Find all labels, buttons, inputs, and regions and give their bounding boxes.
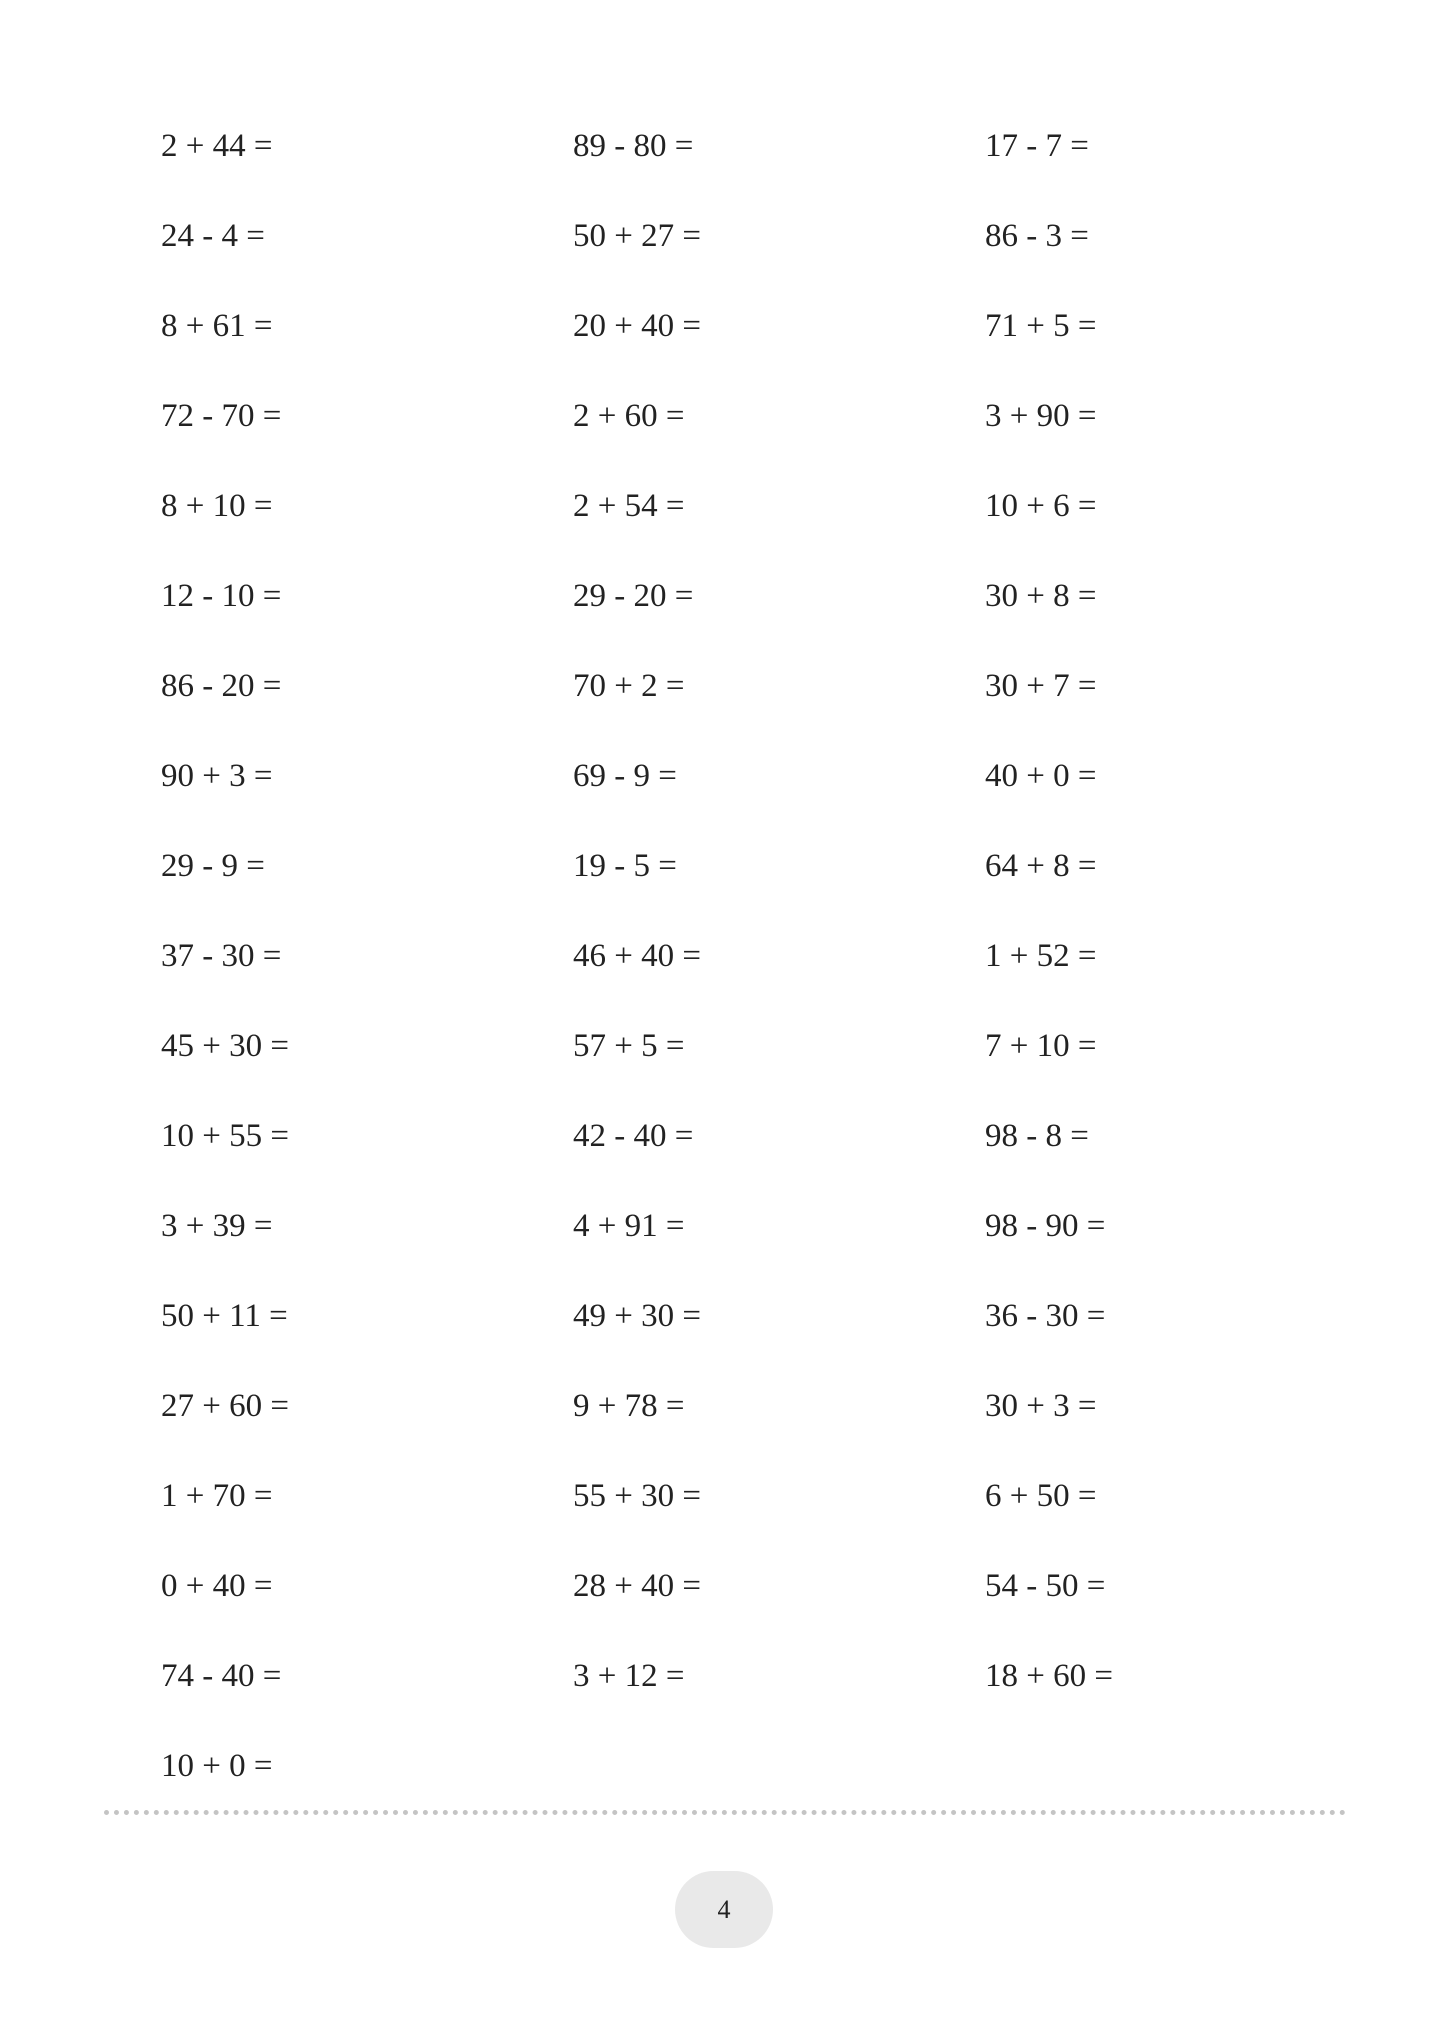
math-problem: 90 + 3 = xyxy=(161,758,273,794)
math-problem: 46 + 40 = xyxy=(573,938,701,974)
math-problem: 18 + 60 = xyxy=(985,1658,1113,1694)
math-problem: 8 + 61 = xyxy=(161,308,273,344)
math-problem: 49 + 30 = xyxy=(573,1298,701,1334)
math-problem: 2 + 54 = xyxy=(573,488,685,524)
math-problem: 72 - 70 = xyxy=(161,398,282,434)
math-problem: 27 + 60 = xyxy=(161,1388,289,1424)
math-problem: 4 + 91 = xyxy=(573,1208,685,1244)
math-problem: 29 - 20 = xyxy=(573,578,694,614)
math-problem: 12 - 10 = xyxy=(161,578,282,614)
dotted-divider xyxy=(104,1810,1346,1815)
math-problem: 71 + 5 = xyxy=(985,308,1097,344)
math-problem: 30 + 3 = xyxy=(985,1388,1097,1424)
math-problem: 20 + 40 = xyxy=(573,308,701,344)
math-problem: 70 + 2 = xyxy=(573,668,685,704)
math-problem: 2 + 60 = xyxy=(573,398,685,434)
math-problem: 98 - 90 = xyxy=(985,1208,1106,1244)
math-problem: 3 + 39 = xyxy=(161,1208,273,1244)
math-problem: 42 - 40 = xyxy=(573,1118,694,1154)
math-problem: 9 + 78 = xyxy=(573,1388,685,1424)
math-problem: 54 - 50 = xyxy=(985,1568,1106,1604)
math-problem: 57 + 5 = xyxy=(573,1028,685,1064)
math-problem: 8 + 10 = xyxy=(161,488,273,524)
math-problem: 2 + 44 = xyxy=(161,128,273,164)
math-problem: 7 + 10 = xyxy=(985,1028,1097,1064)
math-problem: 6 + 50 = xyxy=(985,1478,1097,1514)
math-problem: 3 + 90 = xyxy=(985,398,1097,434)
math-problem: 30 + 7 = xyxy=(985,668,1097,704)
math-problem: 29 - 9 = xyxy=(161,848,265,884)
math-problem: 10 + 55 = xyxy=(161,1118,289,1154)
math-problem: 19 - 5 = xyxy=(573,848,677,884)
math-problem: 45 + 30 = xyxy=(161,1028,289,1064)
math-problem: 86 - 3 = xyxy=(985,218,1089,254)
math-problem: 64 + 8 = xyxy=(985,848,1097,884)
math-problem: 86 - 20 = xyxy=(161,668,282,704)
math-problem: 24 - 4 = xyxy=(161,218,265,254)
page-number-badge xyxy=(675,1871,773,1948)
math-problem: 10 + 6 = xyxy=(985,488,1097,524)
math-problem: 50 + 11 = xyxy=(161,1298,288,1334)
problem-column-1 xyxy=(161,120,561,1830)
math-problem: 30 + 8 = xyxy=(985,578,1097,614)
page-number: 4 xyxy=(717,1894,731,1924)
math-problem: 74 - 40 = xyxy=(161,1658,282,1694)
math-problem: 37 - 30 = xyxy=(161,938,282,974)
problem-column-2 xyxy=(573,120,973,1740)
math-problem: 69 - 9 = xyxy=(573,758,677,794)
math-problem: 89 - 80 = xyxy=(573,128,694,164)
math-problem: 1 + 52 = xyxy=(985,938,1097,974)
math-problem: 28 + 40 = xyxy=(573,1568,701,1604)
math-problem: 40 + 0 = xyxy=(985,758,1097,794)
math-problem: 10 + 0 = xyxy=(161,1748,273,1784)
math-problem: 55 + 30 = xyxy=(573,1478,701,1514)
problem-column-3 xyxy=(985,120,1385,1740)
math-problem: 98 - 8 = xyxy=(985,1118,1089,1154)
math-problem: 0 + 40 = xyxy=(161,1568,273,1604)
math-problem: 3 + 12 = xyxy=(573,1658,685,1694)
math-problem: 17 - 7 = xyxy=(985,128,1089,164)
math-problem: 1 + 70 = xyxy=(161,1478,273,1514)
math-problem: 50 + 27 = xyxy=(573,218,701,254)
math-problem: 36 - 30 = xyxy=(985,1298,1106,1334)
